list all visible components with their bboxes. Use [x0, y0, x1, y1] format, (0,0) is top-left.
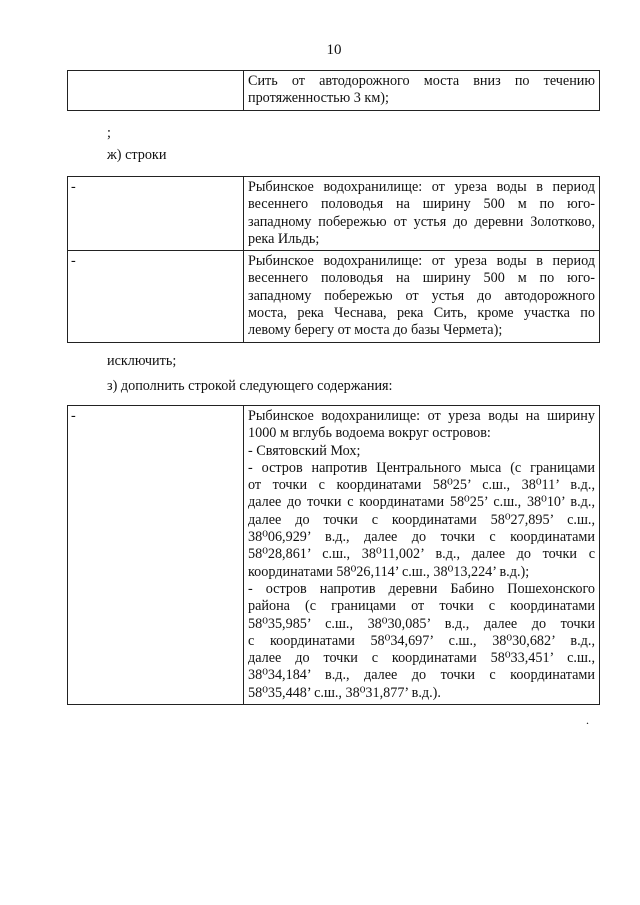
text-line: левому берегу от моста до базы Чермета); — [248, 322, 503, 339]
text-line: западному побережью от устья до деревни Золотково, — [248, 213, 595, 230]
text-line: - остров напротив Центрального мыса (с границами — [248, 459, 595, 476]
text-line: река Ильдь; — [248, 230, 320, 247]
text-line: 38⁰34,184’ в.д., далее до точки с координатами — [248, 667, 595, 684]
page-number: 10 — [326, 42, 342, 58]
table-rows-to-exclude — [67, 176, 600, 343]
text-line: весеннего половодья на ширину 500 м по юго- — [248, 270, 595, 287]
text-line: от точки с координатами 58⁰25’ с.ш., 38⁰11’ в.д., — [248, 477, 595, 494]
text-line: весеннего половодья на ширину 500 м по юго- — [248, 196, 595, 213]
paragraph-z-heading: з) дополнить строкой следующего содержания: — [107, 378, 393, 394]
text-line: Рыбинское водохранилище: от уреза воды в период — [248, 253, 595, 270]
table-row — [68, 177, 600, 251]
table-cell-description — [244, 71, 600, 111]
table-row-to-add — [67, 405, 600, 705]
text-line: Рыбинское водохранилище: от уреза воды в период — [248, 179, 595, 195]
text-line: далее до точки с координатами 58⁰33,451’ с.ш., — [248, 650, 595, 667]
table-cell-dash: - — [68, 406, 244, 705]
text-line: 58⁰28,861’ с.ш., 38⁰11,002’ в.д., далее до точки с — [248, 546, 595, 563]
semicolon-mark: ; — [107, 125, 111, 141]
paragraph-exclude: исключить; — [107, 353, 177, 369]
table-bridge-segment — [67, 70, 600, 111]
table-cell-dash: - — [68, 251, 244, 342]
text-line: Рыбинское водохранилище: от уреза воды на ширину — [248, 408, 595, 424]
paragraph-zh-heading: ж) строки — [107, 147, 167, 163]
text-line: с координатами 58⁰34,697’ с.ш., 38⁰30,682’ в.д., — [248, 632, 595, 649]
text-line: протяженностью 3 км); — [248, 90, 389, 107]
text-line: далее до точки с координатами 58⁰25’ с.ш., 38⁰10’ в.д., — [248, 494, 595, 511]
text-line: 38⁰06,929’ в.д., далее до точки с координатами — [248, 529, 595, 546]
table-row — [68, 406, 600, 705]
text-line: моста, река Чеснава, река Сить, кроме участка по — [248, 305, 595, 322]
text-line: - Святовский Мох; — [248, 442, 361, 459]
table-cell-description — [244, 177, 600, 251]
table-cell-description — [244, 251, 600, 342]
table-cell-dash: - — [68, 177, 244, 251]
text-line: Сить от автодорожного моста вниз по течению — [248, 73, 595, 89]
text-line: 58⁰35,985’ с.ш., 38⁰30,085’ в.д., далее до точки — [248, 615, 595, 632]
text-line: района (с границами от точки с координатами — [248, 598, 595, 615]
stray-dot-mark: . — [586, 713, 589, 727]
text-line: - остров напротив деревни Бабино Пошехонского — [248, 580, 595, 597]
table-cell-description — [244, 406, 600, 705]
text-line: западному побережью от устья до автодорожного — [248, 287, 595, 304]
text-line: координатами 58⁰26,114’ с.ш., 38⁰13,224’ в.д.); — [248, 563, 530, 580]
table-cell-dash — [68, 71, 244, 111]
table-row — [68, 71, 600, 111]
table-row — [68, 251, 600, 342]
text-line: далее до точки с координатами 58⁰27,895’ с.ш., — [248, 511, 595, 528]
text-line: 1000 м вглубь водоема вокруг островов: — [248, 425, 491, 442]
text-line: 58⁰35,448’ с.ш., 38⁰31,877’ в.д.). — [248, 684, 441, 701]
